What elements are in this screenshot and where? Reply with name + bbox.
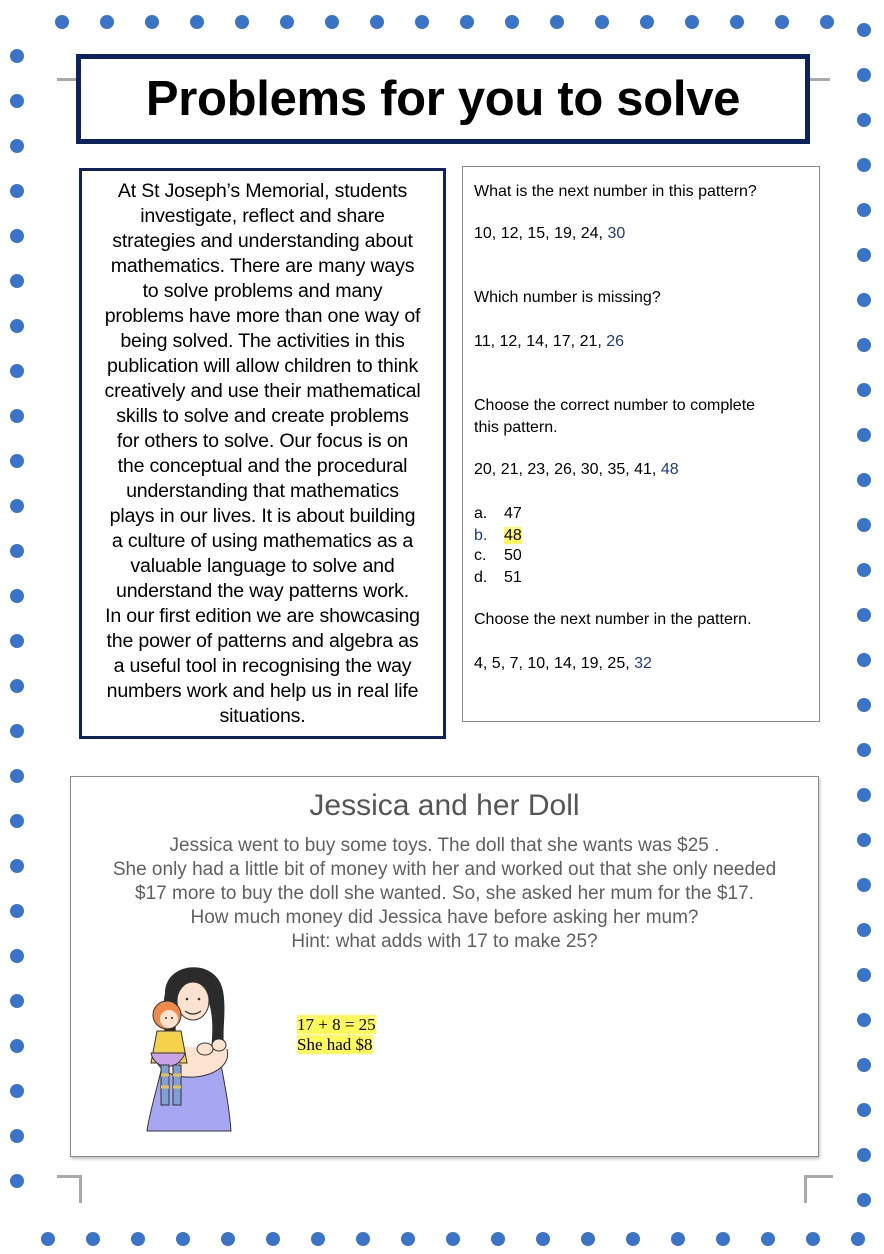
girl-with-doll-illustration bbox=[135, 953, 247, 1141]
border-dot bbox=[10, 1129, 24, 1143]
border-dot bbox=[857, 968, 871, 982]
intro-line: the conceptual and the procedural bbox=[117, 455, 408, 477]
border-dot bbox=[10, 409, 24, 423]
border-dot bbox=[716, 1232, 730, 1246]
border-dot bbox=[10, 1084, 24, 1098]
border-dot bbox=[10, 274, 24, 288]
border-dot bbox=[266, 1232, 280, 1246]
option-c bbox=[474, 545, 811, 567]
border-dot bbox=[857, 878, 871, 892]
problem-line: She only had a little bit of money with her and worked out that she only needed bbox=[112, 859, 777, 880]
border-dot bbox=[10, 1174, 24, 1188]
intro-line: numbers work and help us in real life bbox=[106, 680, 419, 702]
answer-2: 26 bbox=[606, 333, 625, 350]
border-dot bbox=[446, 1232, 460, 1246]
problem-line: Jessica went to buy some toys. The doll that she wants was $25 . bbox=[169, 835, 720, 856]
border-dot bbox=[460, 15, 474, 29]
intro-line: mathematics. There are many ways bbox=[110, 255, 415, 277]
border-dot bbox=[190, 15, 204, 29]
border-dot bbox=[857, 68, 871, 82]
border-dot bbox=[10, 229, 24, 243]
border-dot bbox=[10, 544, 24, 558]
sequence-2 bbox=[474, 331, 811, 353]
problem-line: How much money did Jessica have before asking her mum? bbox=[190, 907, 699, 928]
border-dot bbox=[581, 1232, 595, 1246]
border-dot bbox=[10, 589, 24, 603]
option-c-letter: c. bbox=[474, 547, 487, 564]
border-dot bbox=[857, 293, 871, 307]
border-dot bbox=[857, 383, 871, 397]
border-dot bbox=[370, 15, 384, 29]
border-dot bbox=[851, 1232, 865, 1246]
border-dot bbox=[10, 364, 24, 378]
border-dot bbox=[857, 1148, 871, 1162]
border-dot bbox=[857, 1103, 871, 1117]
intro-line: skills to solve and create problems bbox=[116, 405, 409, 427]
question-3-line-2: this pattern. bbox=[474, 419, 558, 436]
border-dot bbox=[356, 1232, 370, 1246]
border-dot bbox=[145, 15, 159, 29]
border-dot bbox=[10, 904, 24, 918]
border-dot bbox=[10, 499, 24, 513]
border-dot bbox=[857, 338, 871, 352]
border-dot bbox=[857, 743, 871, 757]
border-dot bbox=[640, 15, 654, 29]
border-dot bbox=[505, 15, 519, 29]
option-d bbox=[474, 567, 811, 589]
border-dot bbox=[857, 833, 871, 847]
intro-line: At St Joseph’s Memorial, students bbox=[117, 180, 408, 202]
intro-line: the power of patterns and algebra as bbox=[106, 630, 419, 652]
border-dot bbox=[857, 473, 871, 487]
border-dot bbox=[55, 15, 69, 29]
problem-line: $17 more to buy the doll she wanted. So, she asked her mum for the $17. bbox=[135, 883, 754, 904]
border-dot bbox=[857, 923, 871, 937]
question-1: What is the next number in this pattern? bbox=[474, 183, 757, 200]
title-banner bbox=[76, 54, 810, 144]
question-2: Which number is missing? bbox=[474, 289, 661, 306]
intro-line: problems have more than one way of bbox=[104, 305, 421, 327]
border-dot bbox=[857, 518, 871, 532]
option-d-value: 51 bbox=[504, 569, 522, 586]
option-b-letter: b. bbox=[474, 527, 488, 544]
answer-statement: She had $8 bbox=[297, 1035, 373, 1054]
answer-1: 30 bbox=[607, 225, 626, 242]
border-dot bbox=[10, 679, 24, 693]
intro-line: understanding that mathematics bbox=[126, 480, 399, 502]
answer-equation: 17 + 8 = 25 bbox=[297, 1015, 376, 1034]
border-dot bbox=[10, 94, 24, 108]
option-c-value: 50 bbox=[504, 547, 522, 564]
answer-3: 48 bbox=[660, 461, 679, 478]
intro-line: valuable language to solve and bbox=[130, 555, 395, 577]
jessica-problem-box bbox=[70, 776, 819, 1157]
border-dot bbox=[10, 454, 24, 468]
border-dot bbox=[857, 1013, 871, 1027]
border-dot bbox=[857, 1193, 871, 1207]
border-dot bbox=[311, 1232, 325, 1246]
border-dot bbox=[10, 814, 24, 828]
corner-bracket-bottom-left bbox=[57, 1175, 82, 1203]
answer-4: 32 bbox=[634, 655, 652, 672]
border-dot bbox=[10, 1039, 24, 1053]
border-dot bbox=[685, 15, 699, 29]
border-dot bbox=[857, 203, 871, 217]
border-dot bbox=[775, 15, 789, 29]
sequence-3-values: 20, 21, 23, 26, 30, 35, 41, bbox=[474, 461, 661, 478]
sequence-1 bbox=[474, 223, 811, 245]
border-dot bbox=[10, 859, 24, 873]
border-dot bbox=[41, 1232, 55, 1246]
intro-line: In our first edition we are showcasing bbox=[105, 605, 420, 627]
border-dot bbox=[10, 184, 24, 198]
intro-line: situations. bbox=[219, 705, 306, 727]
intro-line: investigate, reflect and share bbox=[140, 205, 385, 227]
question-4: Choose the next number in the pattern. bbox=[474, 611, 752, 628]
jessica-title: Jessica and her Doll bbox=[309, 789, 580, 822]
border-dot bbox=[857, 23, 871, 37]
sequence-4-values: 4, 5, 7, 10, 14, 19, 25, bbox=[474, 655, 635, 672]
sequence-3 bbox=[474, 459, 811, 481]
border-dot bbox=[131, 1232, 145, 1246]
intro-line: a culture of using mathematics as a bbox=[111, 530, 414, 552]
border-dot bbox=[10, 724, 24, 738]
border-dot bbox=[10, 319, 24, 333]
border-dot bbox=[550, 15, 564, 29]
sequence-2-values: 11, 12, 14, 17, 21, bbox=[474, 333, 607, 350]
border-dot bbox=[857, 1058, 871, 1072]
sequence-1-values: 10, 12, 15, 19, 24, bbox=[474, 225, 608, 242]
border-dot bbox=[857, 113, 871, 127]
border-dot bbox=[857, 248, 871, 262]
border-dot bbox=[806, 1232, 820, 1246]
border-dot bbox=[626, 1232, 640, 1246]
border-dot bbox=[857, 563, 871, 577]
border-dot bbox=[595, 15, 609, 29]
border-dot bbox=[10, 994, 24, 1008]
intro-line: for others to solve. Our focus is on bbox=[116, 430, 409, 452]
border-dot bbox=[491, 1232, 505, 1246]
corner-bracket-bottom-right bbox=[804, 1175, 833, 1203]
border-dot bbox=[235, 15, 249, 29]
option-b-value: 48 bbox=[504, 527, 522, 544]
intro-line: plays in our lives. It is about building bbox=[109, 505, 416, 527]
option-d-letter: d. bbox=[474, 569, 488, 586]
border-dot bbox=[671, 1232, 685, 1246]
border-dot bbox=[86, 1232, 100, 1246]
border-dot bbox=[857, 608, 871, 622]
border-dot bbox=[536, 1232, 550, 1246]
pattern-puzzles-box bbox=[462, 166, 820, 722]
border-dot bbox=[857, 698, 871, 712]
option-b bbox=[474, 525, 811, 547]
jessica-problem-text bbox=[79, 834, 810, 954]
worked-answer bbox=[297, 1015, 376, 1055]
border-dot bbox=[10, 634, 24, 648]
border-dot bbox=[730, 15, 744, 29]
border-dot bbox=[857, 158, 871, 172]
border-dot bbox=[857, 788, 871, 802]
intro-line: strategies and understanding about bbox=[112, 230, 413, 252]
question-3-line-1: Choose the correct number to complete bbox=[474, 397, 756, 414]
intro-text-box bbox=[79, 168, 446, 739]
border-dot bbox=[221, 1232, 235, 1246]
intro-line: being solved. The activities in this bbox=[120, 330, 405, 352]
border-dot bbox=[325, 15, 339, 29]
border-dot bbox=[10, 949, 24, 963]
page-title: Problems for you to solve bbox=[145, 72, 741, 126]
intro-line: understand the way patterns work. bbox=[116, 580, 409, 602]
option-a-letter: a. bbox=[474, 505, 488, 522]
border-dot bbox=[10, 139, 24, 153]
intro-line: creatively and use their mathematical bbox=[104, 380, 421, 402]
border-dot bbox=[176, 1232, 190, 1246]
option-a bbox=[474, 503, 811, 525]
border-dot bbox=[761, 1232, 775, 1246]
border-dot bbox=[10, 769, 24, 783]
border-dot bbox=[820, 15, 834, 29]
border-dot bbox=[280, 15, 294, 29]
border-dot bbox=[100, 15, 114, 29]
border-dot bbox=[857, 428, 871, 442]
question-3 bbox=[474, 395, 811, 439]
intro-line: publication will allow children to think bbox=[106, 355, 419, 377]
problem-line: Hint: what adds with 17 to make 25? bbox=[291, 931, 598, 952]
border-dot bbox=[10, 49, 24, 63]
border-dot bbox=[857, 653, 871, 667]
intro-line: a useful tool in recognising the way bbox=[113, 655, 412, 677]
intro-line: to solve problems and many bbox=[142, 280, 383, 302]
option-a-value: 47 bbox=[504, 505, 522, 522]
border-dot bbox=[415, 15, 429, 29]
border-dot bbox=[401, 1232, 415, 1246]
sequence-4 bbox=[474, 653, 811, 675]
